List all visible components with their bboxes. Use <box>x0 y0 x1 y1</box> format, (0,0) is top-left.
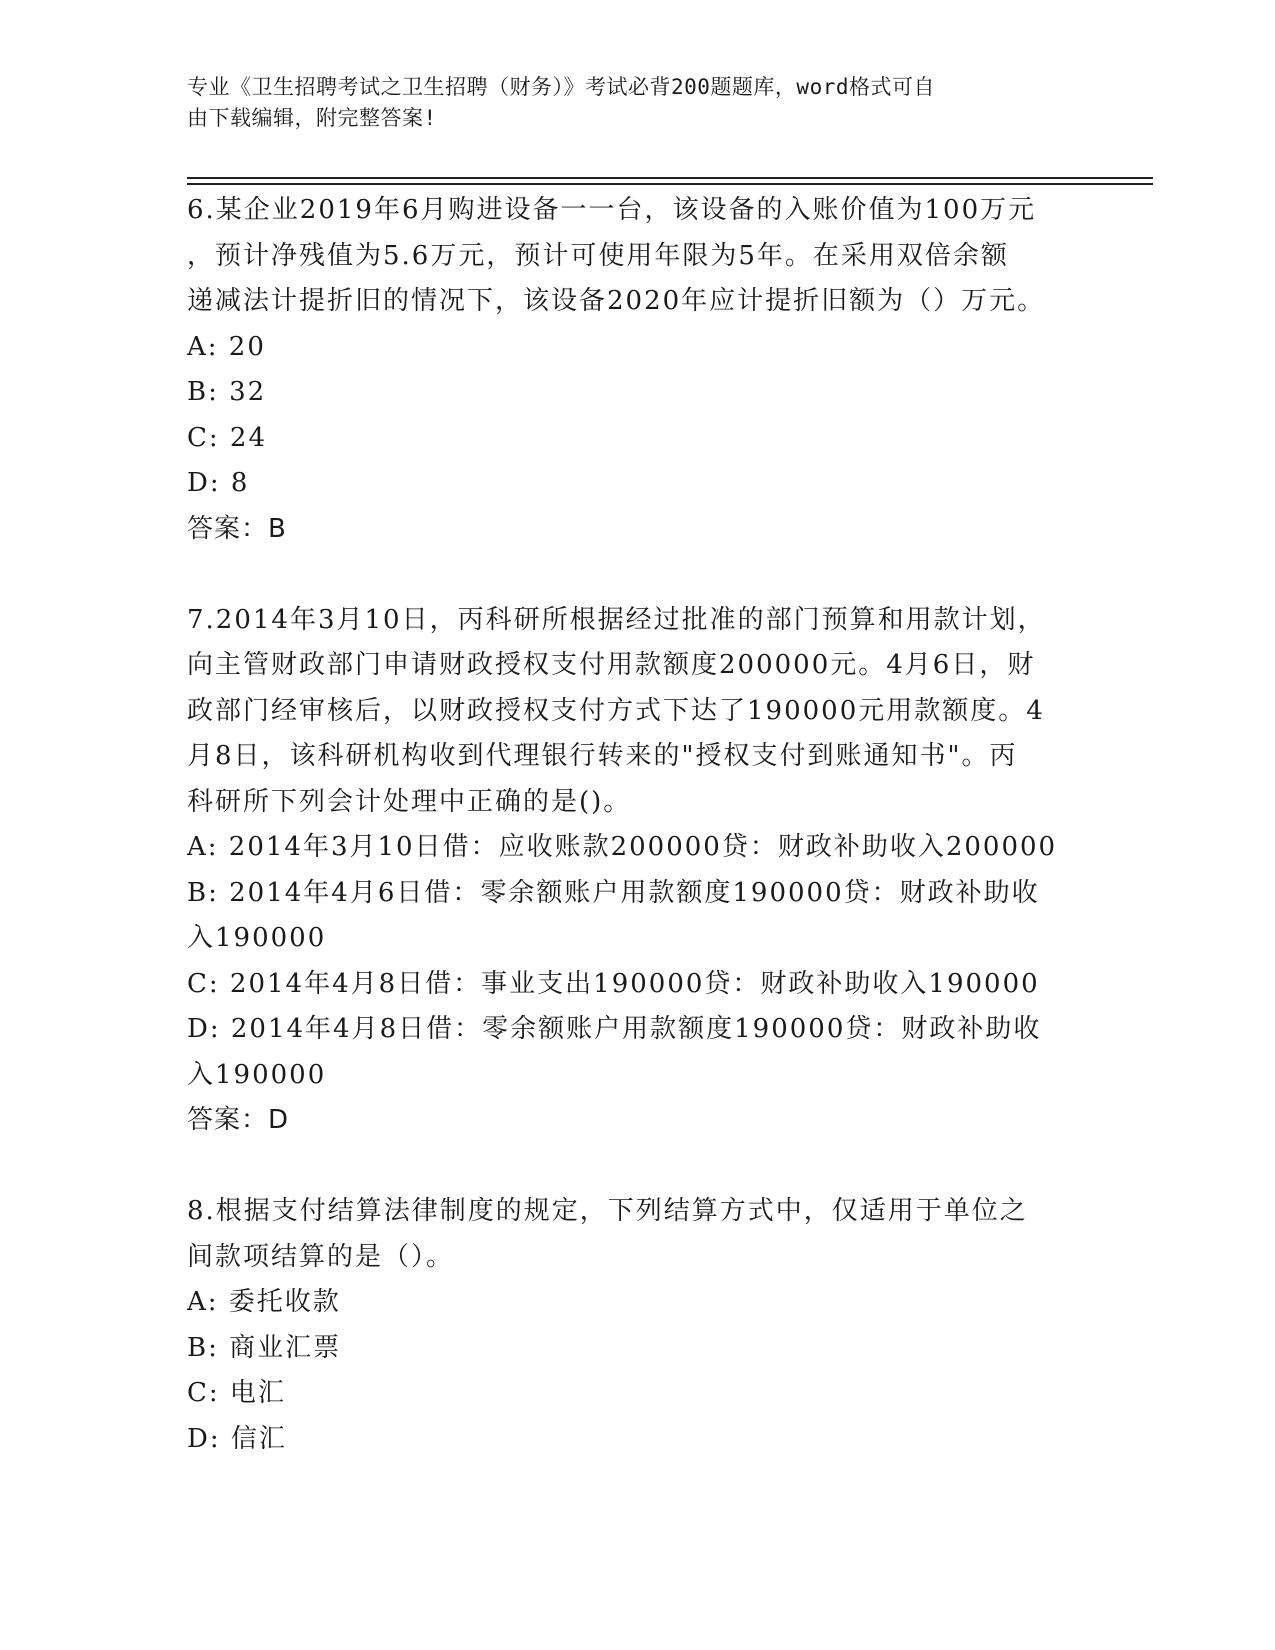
question-spacer <box>187 552 1087 598</box>
question-8 <box>187 1189 1087 1462</box>
question-stem-line: ，预计净残值为5.6万元，预计可使用年限为5年。在采用双倍余额 <box>187 240 1009 271</box>
option-c: C: 电汇 <box>187 1378 286 1408</box>
option-b: B: 2014年4月6日借：零余额账户用款额度190000贷：财政补助收 <box>187 877 1040 908</box>
header-line: 由下载编辑，附完整答案! <box>187 106 437 130</box>
document-header <box>187 72 1067 134</box>
question-6 <box>187 188 1087 552</box>
option-b-continued: 入190000 <box>187 923 327 953</box>
question-stem-line: 6.某企业2019年6月购进设备一一台，该设备的入账价值为100万元 <box>187 195 1037 225</box>
answer-label: 答案：D <box>187 1105 290 1135</box>
question-stem-line: 科研所下列会计处理中正确的是()。 <box>187 786 632 817</box>
option-d-continued: 入190000 <box>187 1059 327 1090</box>
question-stem-line: 7.2014年3月10日，丙科研所根据经过批准的部门预算和用款计划， <box>187 604 1046 635</box>
option-d: D: 2014年4月8日借：零余额账户用款额度190000贷：财政补助收 <box>187 1014 1042 1044</box>
option-b: B: 商业汇票 <box>187 1332 342 1363</box>
question-stem-line: 8.根据支付结算法律制度的规定，下列结算方式中，仅适用于单位之 <box>187 1196 1028 1226</box>
question-stem-line: 政部门经审核后，以财政授权支付方式下达了190000元用款额度。4 <box>187 695 1045 726</box>
header-divider-bottom <box>187 183 1153 185</box>
question-list <box>187 188 1087 1462</box>
question-spacer <box>187 1144 1087 1190</box>
option-b: B: 32 <box>187 377 267 407</box>
option-a: A: 20 <box>187 331 266 362</box>
question-stem-line: 月8日，该科研机构收到代理银行转来的"授权支付到账通知书"。丙 <box>187 741 1018 771</box>
header-line: 专业《卫生招聘考试之卫生招聘（财务）》考试必背200题题库，word格式可自 <box>187 75 935 99</box>
answer-label: 答案：B <box>187 513 287 544</box>
option-a: A: 2014年3月10日借：应收账款200000贷：财政补助收入200000 <box>187 832 1058 862</box>
question-stem-line: 向主管财政部门申请财政授权支付用款额度200000元。4月6日，财 <box>187 650 1036 680</box>
option-c: C: 24 <box>187 422 268 453</box>
option-c: C: 2014年4月8日借：事业支出190000贷：财政补助收入190000 <box>187 968 1040 999</box>
question-7 <box>187 598 1087 1144</box>
header-divider-top <box>187 177 1153 179</box>
option-a: A: 委托收款 <box>187 1287 341 1317</box>
option-d: D: 信汇 <box>187 1423 287 1454</box>
question-stem-line: 递减法计提折旧的情况下，该设备2020年应计提折旧额为（）万元。 <box>187 286 1046 316</box>
option-d: D: 8 <box>187 468 250 498</box>
question-stem-line: 间款项结算的是（）。 <box>187 1241 455 1272</box>
